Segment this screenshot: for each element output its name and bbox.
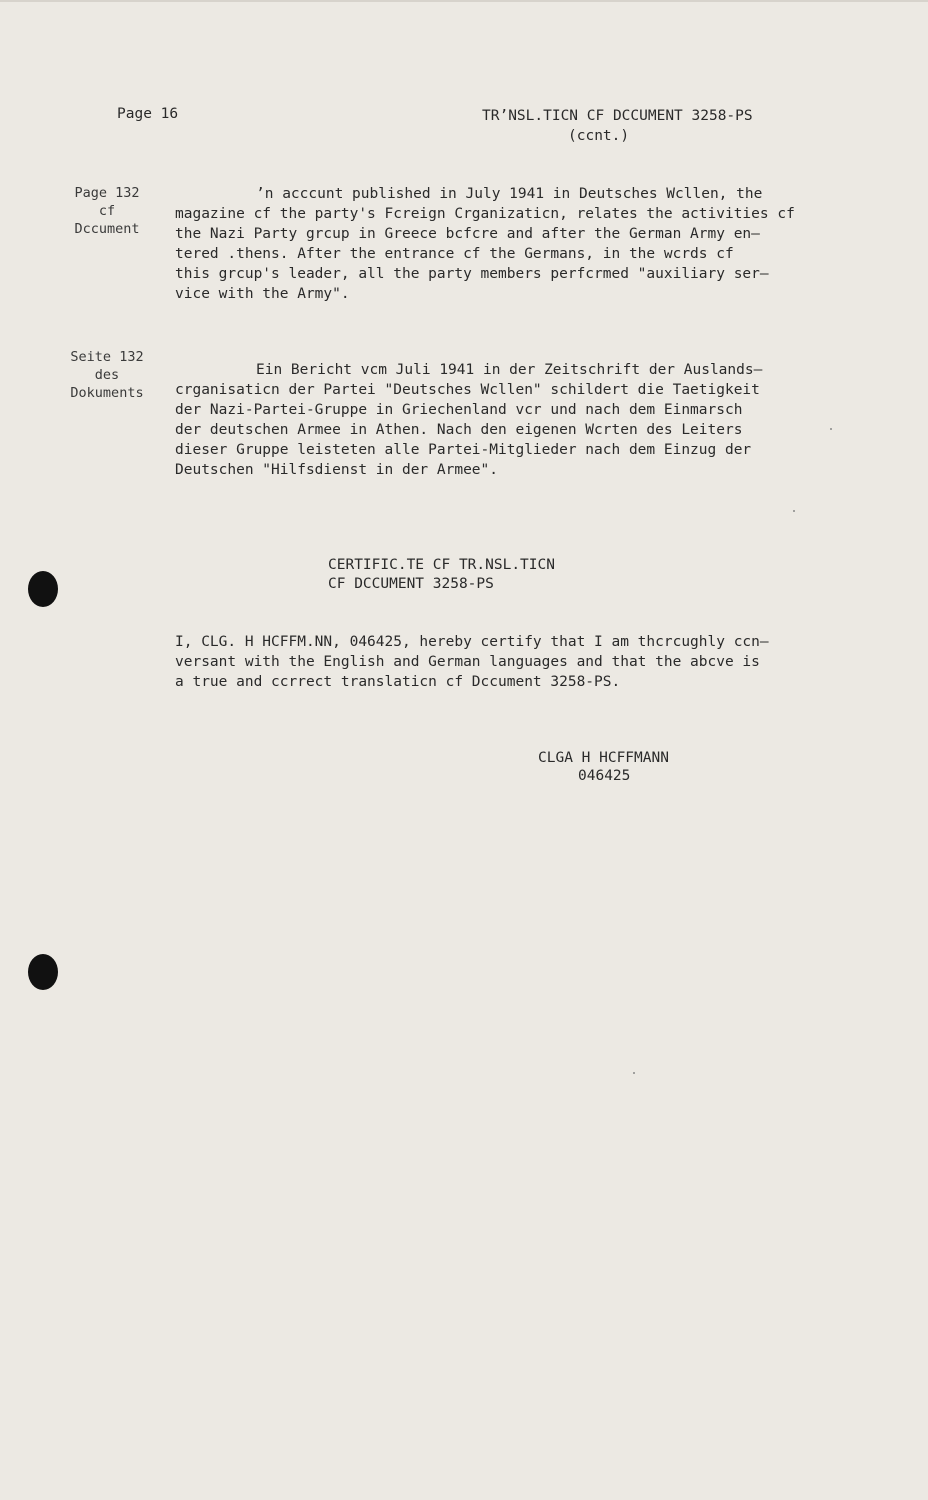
punch-hole bbox=[28, 954, 58, 990]
margin-line: Page 132 bbox=[74, 185, 140, 201]
signature-name: CLGA H HCFFMANN bbox=[538, 750, 669, 766]
paragraph-line: this grcup's leader, all the party members perfcrmed "auxiliary ser— bbox=[175, 266, 769, 282]
certificate-subtitle: CF DCCUMENT 3258-PS bbox=[328, 576, 494, 592]
margin-line: Dccument bbox=[74, 221, 140, 237]
paragraph-line: dieser Gruppe leisteten alle Partei-Mitglieder nach dem Einzug der bbox=[175, 442, 752, 458]
continued-label: (ccnt.) bbox=[568, 128, 630, 144]
paragraph-line: tered .thens. After the entrance cf the Germans, in the wcrds cf bbox=[175, 246, 734, 262]
paragraph-line: I, CLG. H HCFFM.NN, 046425, hereby certify that I am thcrcughly ccn— bbox=[175, 634, 769, 650]
margin-line: cf bbox=[98, 203, 116, 219]
paragraph-line: a true and ccrrect translaticn cf Dccument 3258-PS. bbox=[175, 674, 621, 690]
paragraph-line: crganisaticn der Partei "Deutsches Wcllen" schildert die Taetigkeit bbox=[175, 382, 760, 398]
certificate-title: CERTIFIC.TE CF TR.NSL.TICN bbox=[328, 557, 555, 573]
paragraph-line: magazine cf the party's Fcreign Crganizaticn, relates the activities cf bbox=[175, 206, 795, 222]
paragraph-line: der deutschen Armee in Athen. Nach den eigenen Wcrten des Leiters bbox=[175, 422, 743, 438]
top-edge bbox=[0, 0, 928, 2]
margin-line: Seite 132 bbox=[70, 349, 144, 365]
paragraph-line: ’n acccunt published in July 1941 in Deutsches Wcllen, the bbox=[256, 186, 763, 202]
english-margin-label bbox=[58, 184, 156, 238]
paper-speck bbox=[633, 1072, 635, 1074]
margin-line: Dokuments bbox=[70, 385, 144, 401]
page-number: Page 16 bbox=[117, 106, 179, 122]
punch-hole bbox=[28, 571, 58, 607]
paragraph-line: Ein Bericht vcm Juli 1941 in der Zeitschrift der Auslands— bbox=[256, 362, 763, 378]
paragraph-line: der Nazi-Partei-Gruppe in Griechenland vcr und nach dem Einmarsch bbox=[175, 402, 743, 418]
paragraph-line: vice with the Army". bbox=[175, 286, 350, 302]
paragraph-line: the Nazi Party grcup in Greece bcfcre and after the German Army en— bbox=[175, 226, 760, 242]
margin-line: des bbox=[94, 367, 120, 383]
paragraph-line: Deutschen "Hilfsdienst in der Armee". bbox=[175, 462, 499, 478]
paper-speck bbox=[830, 428, 832, 430]
document-title: TR’NSL.TICN CF DCCUMENT 3258-PS bbox=[482, 108, 753, 124]
signature-number: 046425 bbox=[578, 768, 631, 784]
paper-speck bbox=[793, 510, 795, 512]
paragraph-line: versant with the English and German languages and that the abcve is bbox=[175, 654, 760, 670]
german-margin-label bbox=[58, 348, 156, 402]
